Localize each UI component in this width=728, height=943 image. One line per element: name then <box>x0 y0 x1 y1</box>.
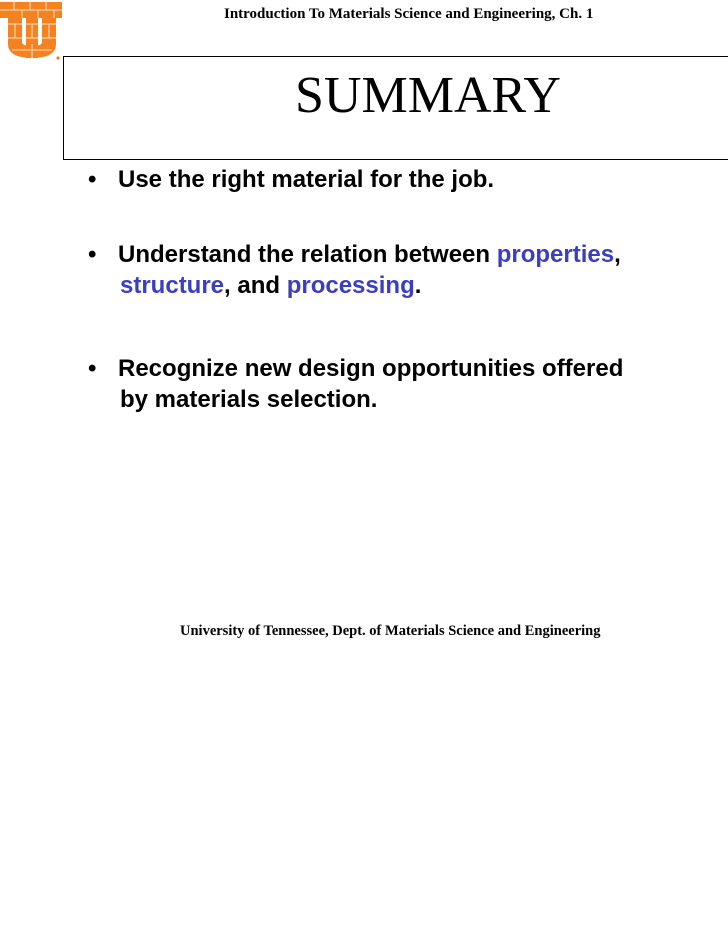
bullet-dot-3: • <box>88 355 97 382</box>
title-box <box>63 56 728 160</box>
highlight-properties: properties <box>496 241 615 268</box>
bullet-2-text-part3: , and <box>224 272 287 299</box>
bullet-item-2 <box>88 239 621 301</box>
bullet-2-text-part1: Understand the relation between <box>118 241 497 268</box>
bullet-2-continuation <box>88 270 621 301</box>
footer-affiliation: University of Tennessee, Dept. of Materials Science and Engineering <box>180 623 601 639</box>
header-title: Introduction To Materials Science and Engineering, Ch. 1 <box>224 6 594 22</box>
ut-power-t-logo-icon <box>0 0 64 64</box>
bullet-1-text: Use the right material for the job. <box>118 166 495 193</box>
bullet-3-line-1: Recognize new design opportunities offered <box>118 355 624 382</box>
bullet-dot-1: • <box>88 166 97 193</box>
highlight-processing: processing <box>286 272 415 299</box>
bullet-3-line-2: by materials selection. <box>120 386 378 413</box>
bullet-dot-2: • <box>88 241 97 268</box>
bullet-2-text-part4: . <box>414 272 422 299</box>
slide-title: SUMMARY <box>295 67 561 124</box>
bullet-2-text-part2: , <box>614 241 621 268</box>
highlight-structure: structure <box>120 272 225 299</box>
bullet-item-1 <box>88 164 494 195</box>
bullet-item-3 <box>88 353 623 415</box>
